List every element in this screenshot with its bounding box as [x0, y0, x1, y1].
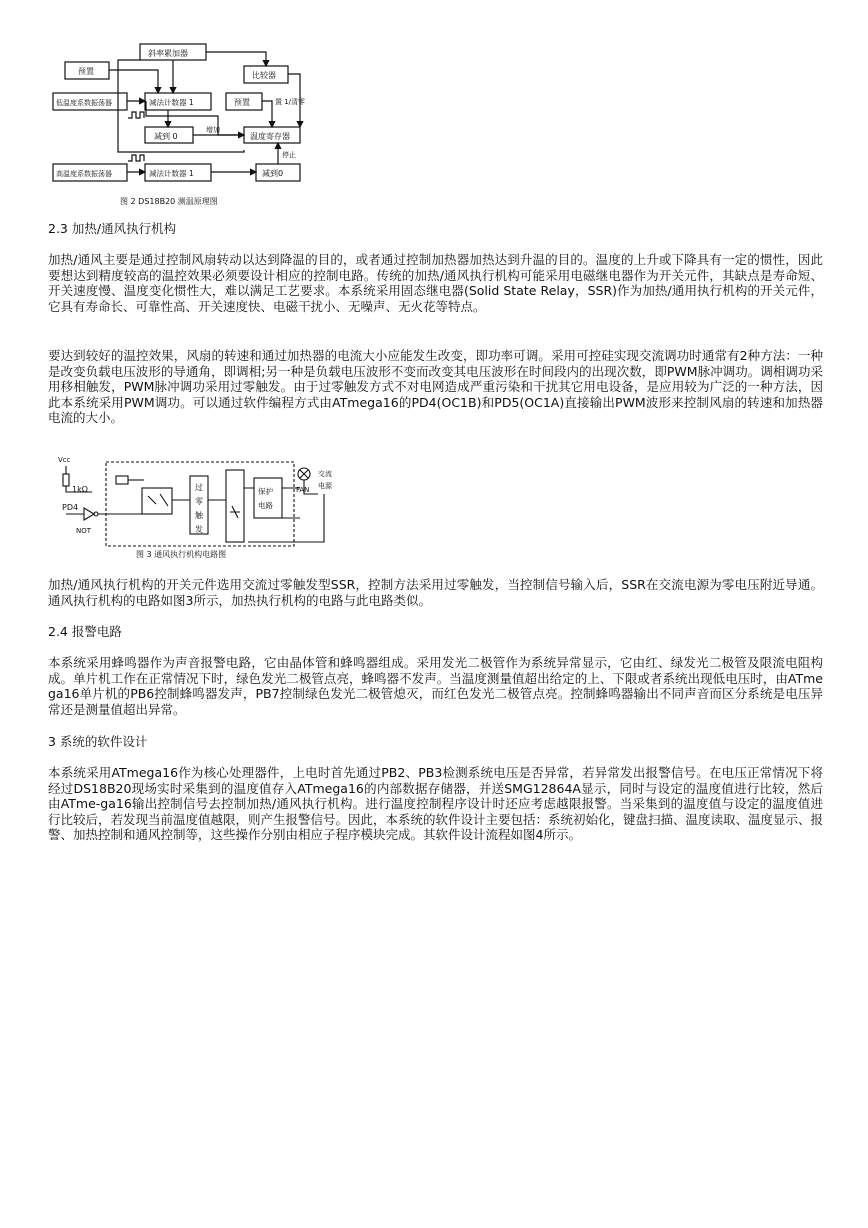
fig3-zero-cross-2: 零 — [195, 497, 203, 506]
fig3-ac-1: 交流 — [318, 470, 332, 478]
fig3-zero-cross-1: 过 — [195, 483, 203, 492]
fig2-increase-label: 增加 — [206, 126, 220, 134]
fig2-comparator: 比较器 — [252, 71, 276, 80]
fig2-high-temp-oscillator: 高温度系数振荡器 — [56, 170, 112, 178]
fig2-low-temp-oscillator: 低温度系数振荡器 — [56, 99, 112, 107]
fig2-caption: 图 2 DS18B20 测温原理图 — [120, 197, 218, 206]
fig2-counter-2: 减法计数器 1 — [149, 169, 194, 178]
figure-3-fan-circuit-diagram — [48, 448, 358, 564]
section-2-4-paragraph-1: 本系统采用蜂鸣器作为声音报警电路，它由晶体管和蜂鸣器组成。采用发光二极管作为系统异常显示，它由红、绿发光二极管及限流电阻构成。单片机工作在正常情况下时，绿色发光二极管点亮，蜂鸣器不发声。当温度测量值超出给定的上、下限或者系统出现低电压时，由ATmega16单片机的PB6控制蜂鸣器发声，PB7控制绿色发光二极管熄灭，而红色发光二极管点亮。控制蜂鸣器输出不同声音而区分系统是电压异常还是测量值超出异常。 — [48, 655, 823, 717]
fig2-counter-1: 减法计数器 1 — [149, 98, 194, 107]
fig2-stop-label: 停止 — [282, 151, 296, 159]
fig2-preset-2: 预置 — [234, 98, 250, 107]
fig3-fan: FAN — [296, 486, 310, 494]
fig3-protect-2: 电路 — [258, 501, 273, 510]
fig2-temp-register: 温度寄存器 — [250, 132, 290, 141]
section-2-3-paragraph-3: 加热/通风执行机构的开关元件选用交流过零触发型SSR，控制方法采用过零触发，当控制信号输入后，SSR在交流电源为零电压附近导通。通风执行机构的电路如图3所示，加热执行机构的电路与此电路类似。 — [48, 577, 823, 608]
section-2-4-heading: 2.4 报警电路 — [48, 624, 122, 639]
figure-2-ds18b20-diagram — [48, 40, 314, 212]
fig3-ac-2: 电源 — [318, 482, 332, 490]
section-3-heading: 3 系统的软件设计 — [48, 734, 148, 749]
fig2-preset-1: 预置 — [78, 67, 94, 76]
fig3-zero-cross-4: 发 — [195, 525, 203, 534]
fig3-resistor: 1kΩ — [72, 485, 88, 494]
section-2-3-paragraph-2: 要达到较好的温控效果，风扇的转速和通过加热器的电流大小应能发生改变，即功率可调。采用可控硅实现交流调功时通常有2种方法：一种是改变负载电压波形的导通角，即调相;另一种是负载电压波形不变而改变其电压波形在时间段内的出现次数，即PWM脉冲调功。调相调功采用移相触发，PWM脉冲调功采用过零触发。由于过零触发方式不对电网造成严重污染和干扰其它用电设备，是应用较为广泛的一种方法，因此本系统采用PWM调功。可以通过软件编程方式由ATmega16的PD4(OC1B)和PD5(OC1A)直接输出PWM波形来控制风扇的转速和加热器电流的大小。 — [48, 348, 823, 425]
fig3-not: NOT — [76, 527, 92, 535]
fig3-caption: 图 3 通风执行机构电路图 — [136, 550, 227, 559]
fig2-reach-zero-1: 减到 0 — [154, 132, 178, 141]
fig3-protect-1: 保护 — [258, 487, 273, 496]
section-2-3-heading: 2.3 加热/通风执行机构 — [48, 221, 177, 236]
fig3-vcc: Vcc — [58, 456, 71, 464]
fig2-reset-label: 置 1/清零 — [275, 98, 306, 106]
section-2-3-paragraph-1: 加热/通风主要是通过控制风扇转动以达到降温的目的，或者通过控制加热器加热达到升温的目的。温度的上升或下降具有一定的惯性，因此要想达到精度较高的温控效果必须要设计相应的控制电路。传统的加热/通风执行机构可能采用电磁继电器作为开关元件，其缺点是寿命短、开关速度慢、温度变化惯性大，难以满足工艺要求。本系统采用固态继电器(Solid State Relay，SSR)作为加热/通用执行机构的开关元件，它具有寿命长、可靠性高、开关速度快、电磁干扰小、无噪声、无火花等特点。 — [48, 252, 823, 314]
fig3-pd4: PD4 — [62, 503, 79, 512]
fig2-reach-zero-2: 减到0 — [262, 169, 284, 178]
fig3-zero-cross-3: 触 — [195, 511, 203, 520]
section-3-paragraph-1: 本系统采用ATmega16作为核心处理器件，上电时首先通过PB2、PB3检测系统电压是否异常，若异常发出报警信号。在电压正常情况下将经过DS18B20现场实时采集到的温度值存入ATmega16的内部数据存储器，并送SMG12864A显示，同时与设定的温度值进行比较，然后由ATme-ga16输出控制信号去控制加热/通风执行机构。进行温度控制程序设计时还应考虑越限报警。当采集到的温度值与设定的温度值进行比较后，若发现当前温度值越限，则产生报警信号。因此，本系统的软件设计主要包括：系统初始化，键盘扫描、温度读取、温度显示、报警、加热控制和通风控制等，这些操作分别由相应子程序模块完成。其软件设计流程如图4所示。 — [48, 765, 824, 842]
fig2-slope-accumulator: 斜率累加器 — [148, 49, 188, 58]
